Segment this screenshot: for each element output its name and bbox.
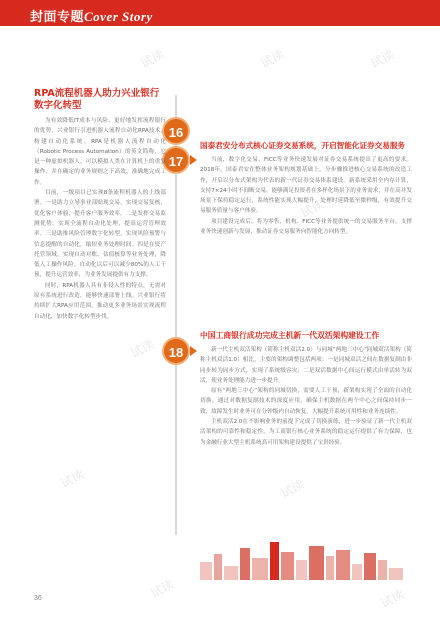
section-title: RPA流程机器人助力兴业银行数字化转型 — [34, 88, 160, 111]
watermark: 试读 — [148, 577, 177, 601]
watermark: 试读 — [378, 587, 407, 611]
section-title: 中国工商银行成功完成主机新一代双活架构建设工作 — [200, 331, 380, 340]
section-title-cn: 封面专题 — [30, 10, 85, 25]
watermark: 试读 — [368, 47, 397, 71]
paragraph: 同时，RPA机器人具有非侵入性的特点，无需对原有系统进行改造，能够快速部署上线。兴业银行将持续扩大RPA应用范围，推动更多业务场景实现流程自动化，加快数字化转型步伐。 — [34, 282, 166, 320]
watermark: 试读 — [278, 477, 307, 501]
section-title: 国泰君安分布式核心证券交易系统，开启智能化证券交易服务 — [200, 141, 406, 150]
badge-pointer — [190, 155, 197, 165]
section-title-en: Cover Story — [84, 9, 153, 24]
paragraph: 为有效降低IT成本与风险、更好地发挥流程银行的优势，兴业银行引进机器人流程自动化RPA技术，构建自动化系统。RPA是机器人流程自动化（Robotic Process Automation）的英文简称，它是一种虚拟机器人，可以模拟人类在计算机上的重复操作，并在确定的业务规则之下高效、准确地完成工作。 — [34, 118, 166, 186]
paragraph: 主机双活2.0在不影响业务的前提下完成了切换演练，进一步验证了新一代主机双活架构的可靠性和稳定性，为工商银行核心业务系统的稳定运行提供了有力保障，也为金融行业大型主机系统高可用架构建设提供了宝贵经验。 — [200, 419, 412, 446]
paragraph: 当前，数字化交易、FICC等业务快速发展对证券交易系统提出了更高的要求。2018年，国泰君安在整体业务架构规划基础上，分步骤推进核心交易系统的改造工作，开启以分布式架构为代表的新一代证券交易体系建设。新系统采用全内存计算，支持7×24小时不间断交易，能够满足投资者在多样化场景下的业务需求，并在高并发场景下保持稳定运行，系统性能实现大幅提升，处理时延降低至微秒级，有效提升交易服务质量与客户体验。 — [200, 157, 412, 215]
section-17 — [200, 140, 412, 237]
section-number-badge: 17 — [162, 146, 190, 174]
watermark: 试读 — [58, 467, 87, 491]
watermark: 试读 — [128, 337, 157, 361]
section-number-badge: 18 — [162, 337, 190, 365]
section-header — [30, 6, 153, 25]
watermark: 试读 — [58, 197, 87, 221]
watermark: 试读 — [258, 47, 287, 71]
paragraph: 原有“两地三中心”架构的同城切换，需要人工干预，新架构实现了全面的自动化切换。通过对数据复制技术的深度应用，确保主机数据在两个中心之间保持同步一致，故障发生时业务可在分钟级内自动恢复，大幅提升系统可用性和业务连续性。 — [200, 388, 412, 415]
city-skyline-illustration — [200, 540, 410, 580]
watermark: 试读 — [358, 337, 387, 361]
paragraph: 项目建设完成后，将为零售、机构、FICC等业务提供统一的交易服务平台，支撑业务快速创新与发展，推动证券交易服务向智能化方向转型。 — [200, 218, 412, 236]
section-body — [34, 116, 166, 322]
section-number-badge: 16 — [162, 117, 190, 145]
badge-pointer — [190, 346, 197, 356]
watermark: 试读 — [298, 197, 327, 221]
section-18 — [200, 330, 412, 448]
watermark: 试读 — [138, 47, 167, 71]
section-16 — [34, 88, 166, 322]
page-number: 36 — [34, 595, 42, 602]
section-body — [200, 155, 412, 237]
paragraph: 目前，一级项目已实现8条流程机器人的上线部署。一是助力立导事业部贴现交易，实现交易复核、优化客户体验，提升客户服务效率。二是发挥交易监测优势，实现全流程自动化处理，提高运营管理效率。三是助推风险管理数字化转型，实现风险预警与信息提醒的自动化，缩短业务处理时间。四是在资产托管领域，实现自动对账、估值核算等业务处理，降低人工操作风险。自动化以后可以减少80%的人工干预，提升运营效率，为业务发展提供有力支撑。 — [34, 190, 166, 279]
paragraph: 新一代主机双活架构（简称主机双活2.0）与同城“两地三中心”同城双活架构（简称主机双活1.0）相比，主要的架构调整包括两项：一是同城双活之间在数据复制由非同步转为同步方式，实现了系统级容灾；二是双活数据中心间运行模式由单活转为双活，使业务处理能力进一步提升。 — [200, 347, 412, 384]
section-body — [200, 345, 412, 448]
